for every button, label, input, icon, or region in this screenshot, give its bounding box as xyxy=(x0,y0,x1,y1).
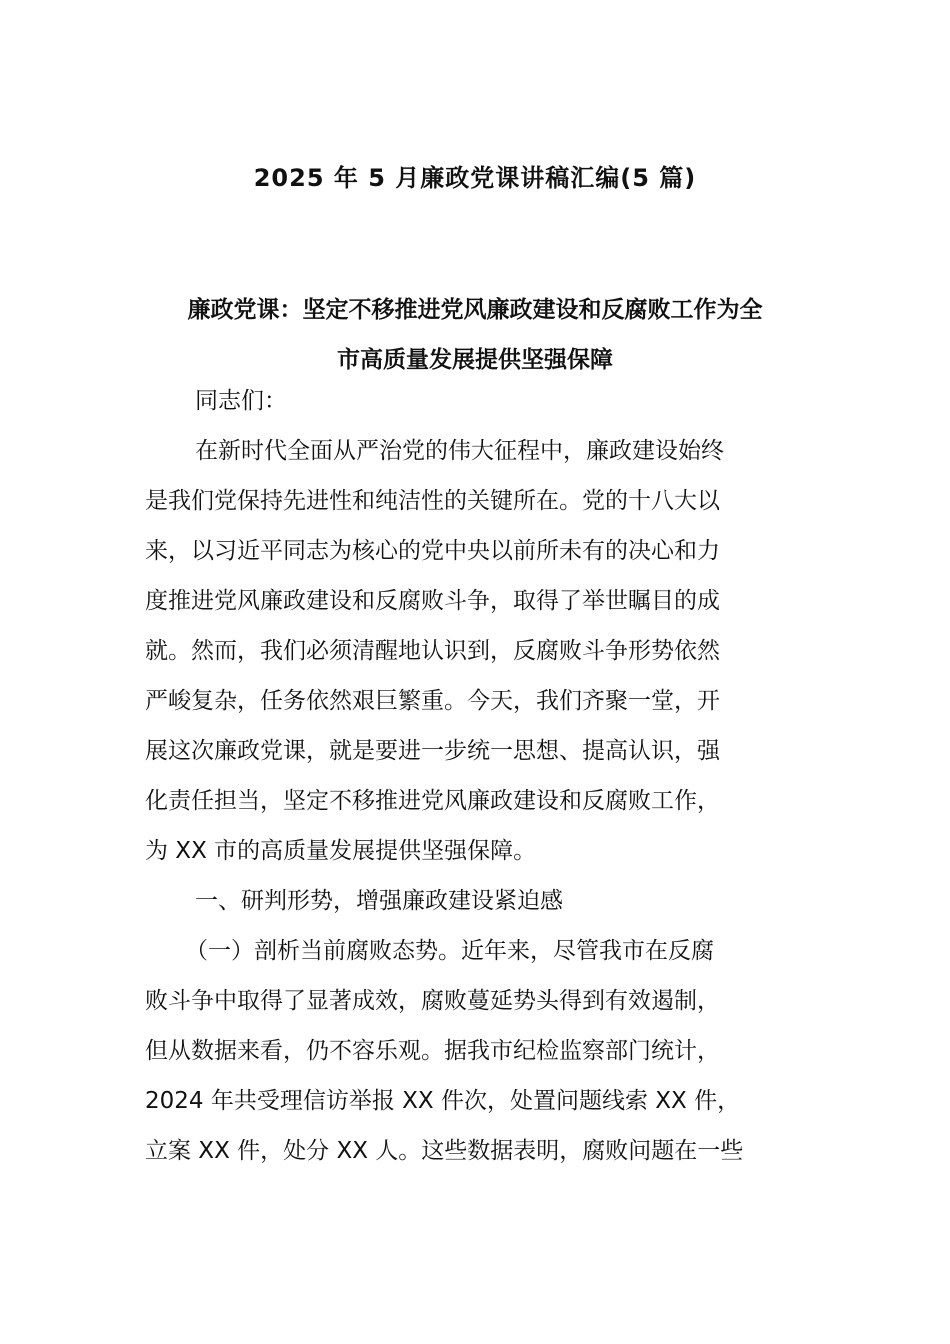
paragraph-line: 败斗争中取得了显著成效，腐败蔓延势头得到有效遏制， xyxy=(145,988,720,1014)
paragraph-line: 是我们党保持先进性和纯洁性的关键所在。党的十八大以 xyxy=(145,488,720,514)
paragraph-line: 度推进党风廉政建设和反腐败斗争，取得了举世瞩目的成 xyxy=(145,588,720,614)
paragraph-line: （一）剖析当前腐败态势。近年来，尽管我市在反腐 xyxy=(185,938,714,964)
section-title-line: 廉政党课：坚定不移推进党风廉政建设和反腐败工作为全 xyxy=(187,297,763,323)
body-text xyxy=(145,376,845,1176)
section-heading: 一、研判形势，增强廉政建设紧迫感 xyxy=(195,888,563,914)
paragraph-line: 就。然而，我们必须清醒地认识到，反腐败斗争形势依然 xyxy=(145,638,720,664)
document-title: 2025 年 5 月廉政党课讲稿汇编(5 篇) xyxy=(253,164,697,192)
paragraph-line: 严峻复杂，任务依然艰巨繁重。今天，我们齐聚一堂，开 xyxy=(145,688,720,714)
paragraph-line: 化责任担当，坚定不移推进党风廉政建设和反腐败工作， xyxy=(145,788,720,814)
paragraph-line: 但从数据来看，仍不容乐观。据我市纪检监察部门统计， xyxy=(145,1038,720,1064)
section-title xyxy=(100,285,850,385)
salutation: 同志们： xyxy=(195,388,287,414)
paragraph-line: 为 XX 市的高质量发展提供坚强保障。 xyxy=(145,838,537,864)
paragraph-line: 2024 年共受理信访举报 XX 件次，处置问题线索 XX 件， xyxy=(145,1088,741,1114)
paragraph-line: 立案 XX 件，处分 XX 人。这些数据表明，腐败问题在一些 xyxy=(145,1138,744,1164)
paragraph-line: 来，以习近平同志为核心的党中央以前所未有的决心和力 xyxy=(145,538,720,564)
paragraph-line: 在新时代全面从严治党的伟大征程中，廉政建设始终 xyxy=(195,438,724,464)
section-title-line: 市高质量发展提供坚强保障 xyxy=(337,347,613,373)
paragraph-line: 展这次廉政党课，就是要进一步统一思想、提高认识，强 xyxy=(145,738,720,764)
